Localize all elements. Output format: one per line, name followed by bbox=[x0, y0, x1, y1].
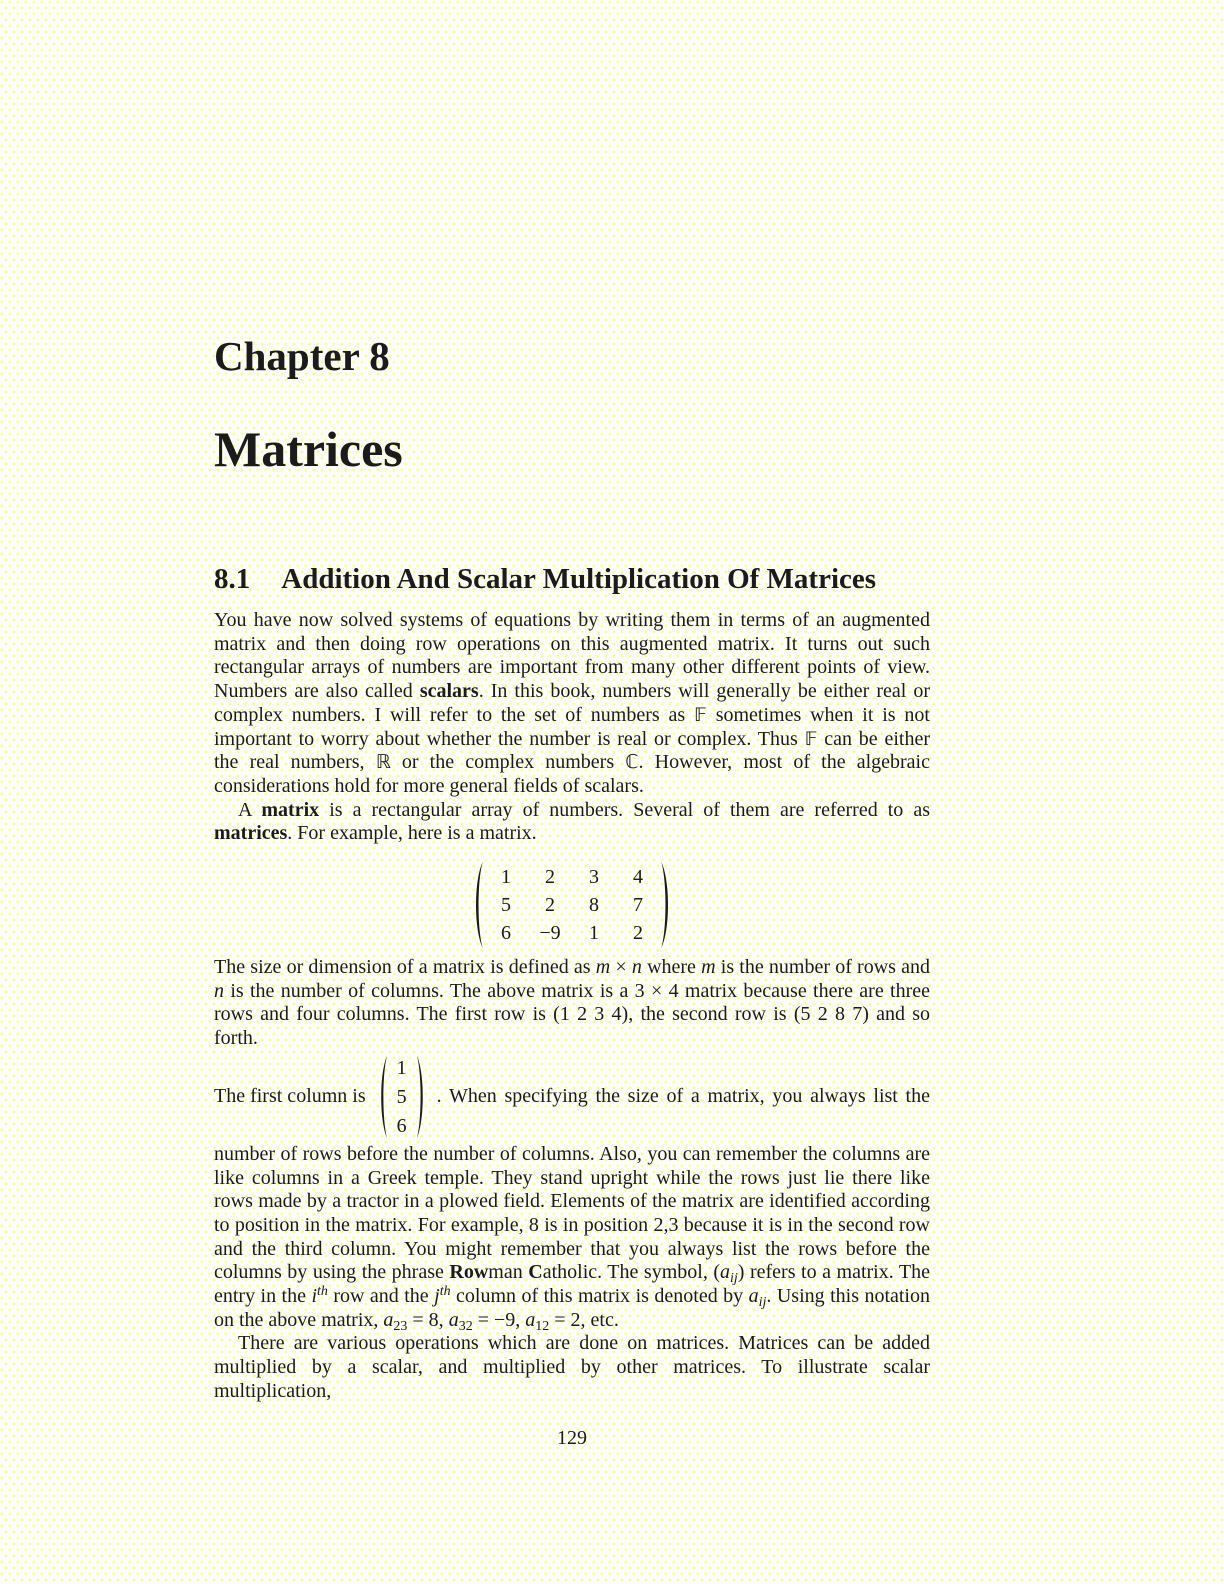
matrix-entry: 1 bbox=[589, 922, 599, 945]
matrix-entry: 7 bbox=[633, 894, 643, 917]
vector-entries bbox=[389, 1058, 415, 1136]
left-paren-glyph bbox=[376, 1055, 389, 1139]
section-number: 8.1 bbox=[214, 563, 251, 595]
page-number: 129 bbox=[557, 1426, 587, 1449]
example-matrix bbox=[214, 861, 930, 949]
first-column-line bbox=[214, 1052, 930, 1142]
chapter-title: Matrices bbox=[214, 421, 403, 477]
matrix-entry: 3 bbox=[589, 866, 599, 889]
matrix-entry: 5 bbox=[501, 894, 511, 917]
matrix-entry: 2 bbox=[545, 866, 555, 889]
section-heading bbox=[214, 564, 930, 596]
paragraph-operations: There are various operations which are done on matrices. Matrices can be added multiplied by a scalar, and multiplied by other matrices. To illustrate scalar multiplication, bbox=[214, 1332, 930, 1402]
matrix-entries bbox=[485, 867, 659, 943]
first-column-vector bbox=[376, 1055, 428, 1139]
paragraph-matrix-definition: A matrix is a rectangular array of numbers. Several of them are referred to as matrices. For example, here is a matrix. bbox=[214, 798, 931, 845]
vector-entry: 1 bbox=[396, 1056, 407, 1079]
right-paren-glyph bbox=[659, 861, 674, 949]
matrix-entry: 2 bbox=[545, 894, 555, 917]
matrix-entry: 2 bbox=[633, 922, 643, 945]
paragraph-rows-columns: number of rows before the number of columns. Also, you can remember the columns are like columns in a Greek temple. They stand upright while the rows just lie there like rows made by a tractor in a plowed field. Elements of the matrix are identified according to position in the matrix. For example, 8 is in position 2,3 because it is in the second row and the third column. You might remember that you always list the rows before the columns by using the phrase Rowman Catholic. The symbol, $(a_{ij})$ refers to a matrix. The entry in the $i^{th}$ row and the $j^{th}$ column of this matrix is denoted by $a_{ij}$. Using this notation on the above matrix, $a_{23} = 8$, $a_{32} = -9$, $a_{12} = 2$, etc. bbox=[214, 1142, 930, 1334]
right-paren-glyph bbox=[415, 1055, 428, 1139]
vector-entry: 6 bbox=[396, 1114, 407, 1137]
section-title: Addition And Scalar Multiplication Of Matrices bbox=[281, 563, 877, 595]
chapter-label: Chapter 8 bbox=[214, 333, 390, 379]
matrix-entry: −9 bbox=[539, 922, 561, 945]
matrix-entry: 4 bbox=[633, 866, 643, 889]
body-text-column bbox=[214, 609, 930, 1450]
vector-entry: 5 bbox=[396, 1085, 407, 1108]
first-column-trail-text: . When specifying the size of a matrix, you always list the bbox=[436, 1084, 930, 1107]
matrix-entry: 8 bbox=[589, 894, 599, 917]
paragraph-size-dimension: The size or dimension of a matrix is defined as m × n where m is the number of rows and n is the number of columns. The above matrix is a 3 × 4 matrix because there are three rows and four columns. The first row is (1 2 3 4), the second row is (5 2 8 7) and so forth. bbox=[214, 956, 930, 1050]
left-paren-glyph bbox=[470, 861, 485, 949]
matrix-entry: 6 bbox=[501, 922, 511, 945]
first-column-lead-text: The first column is bbox=[214, 1084, 366, 1107]
matrix-entry: 1 bbox=[501, 866, 511, 889]
paragraph-intro: You have now solved systems of equations by writing them in terms of an augmented matrix and then doing row operations on this augmented matrix. It turns out such rectangular arrays of numbers are important from many other different points of view. Numbers are also called scalars. In this book, numbers will generally be either real or complex numbers. I will refer to the set of numbers as 𝔽 sometimes when it is not important to worry about whether the number is real or complex. Thus 𝔽 can be either the real numbers, ℝ or the complex numbers ℂ. However, most of the algebraic considerations hold for more general fields of scalars. bbox=[214, 609, 930, 797]
